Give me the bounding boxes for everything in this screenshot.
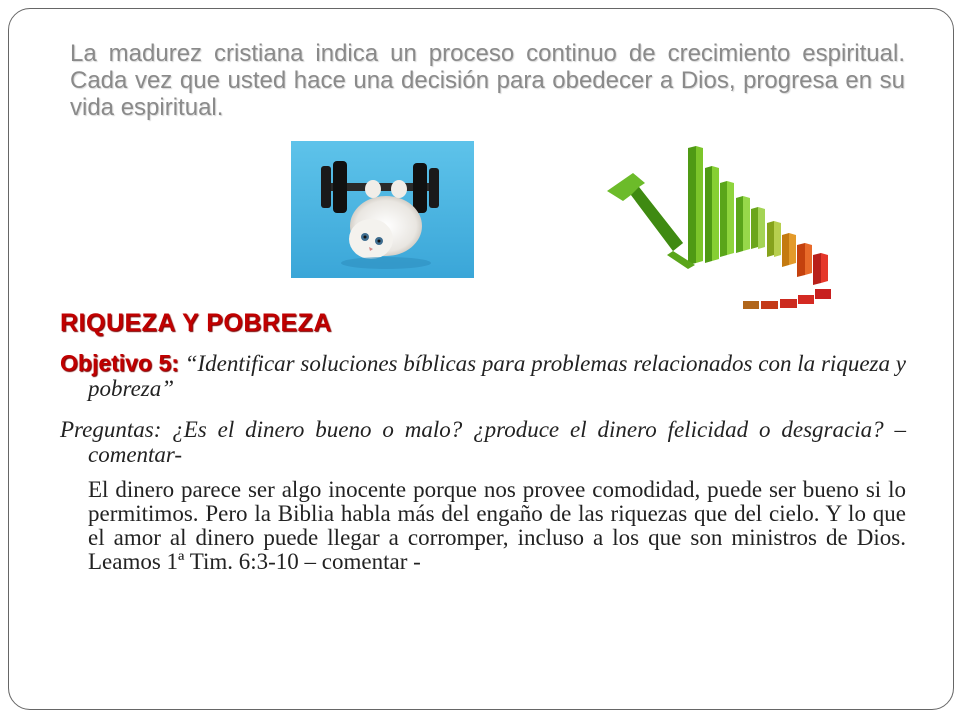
body-paragraph: El dinero parece ser algo inocente porque nos provee comodidad, puede ser bueno si lo permitimos. Pero la Biblia habla más del engaño de las riquezas que del cielo. Y lo que el amor al dinero puede llegar a corromper, incluso a los que son ministros de Dios. Leamos 1ª Tim. 6:3-10 – comentar - <box>88 477 906 574</box>
intro-paragraph: La madurez cristiana indica un proceso continuo de crecimiento espiritual. Cada vez que usted hace una decisión para obedecer a Dios, progresa en su vida espiritual. <box>70 40 905 121</box>
section-heading: RIQUEZA Y POBREZA <box>60 309 332 337</box>
objective-text: “Identificar soluciones bíblicas para problemas relacionados con la riqueza y pobreza” <box>88 351 906 401</box>
objective-label: Objetivo 5: <box>60 350 179 376</box>
kitten-dumbbell-image <box>291 141 474 278</box>
growth-chart-image <box>593 143 853 320</box>
questions-paragraph: Preguntas: ¿Es el dinero bueno o malo? ¿produce el dinero felicidad o desgracia? –comentar- <box>60 417 906 467</box>
objective-paragraph <box>60 351 906 401</box>
